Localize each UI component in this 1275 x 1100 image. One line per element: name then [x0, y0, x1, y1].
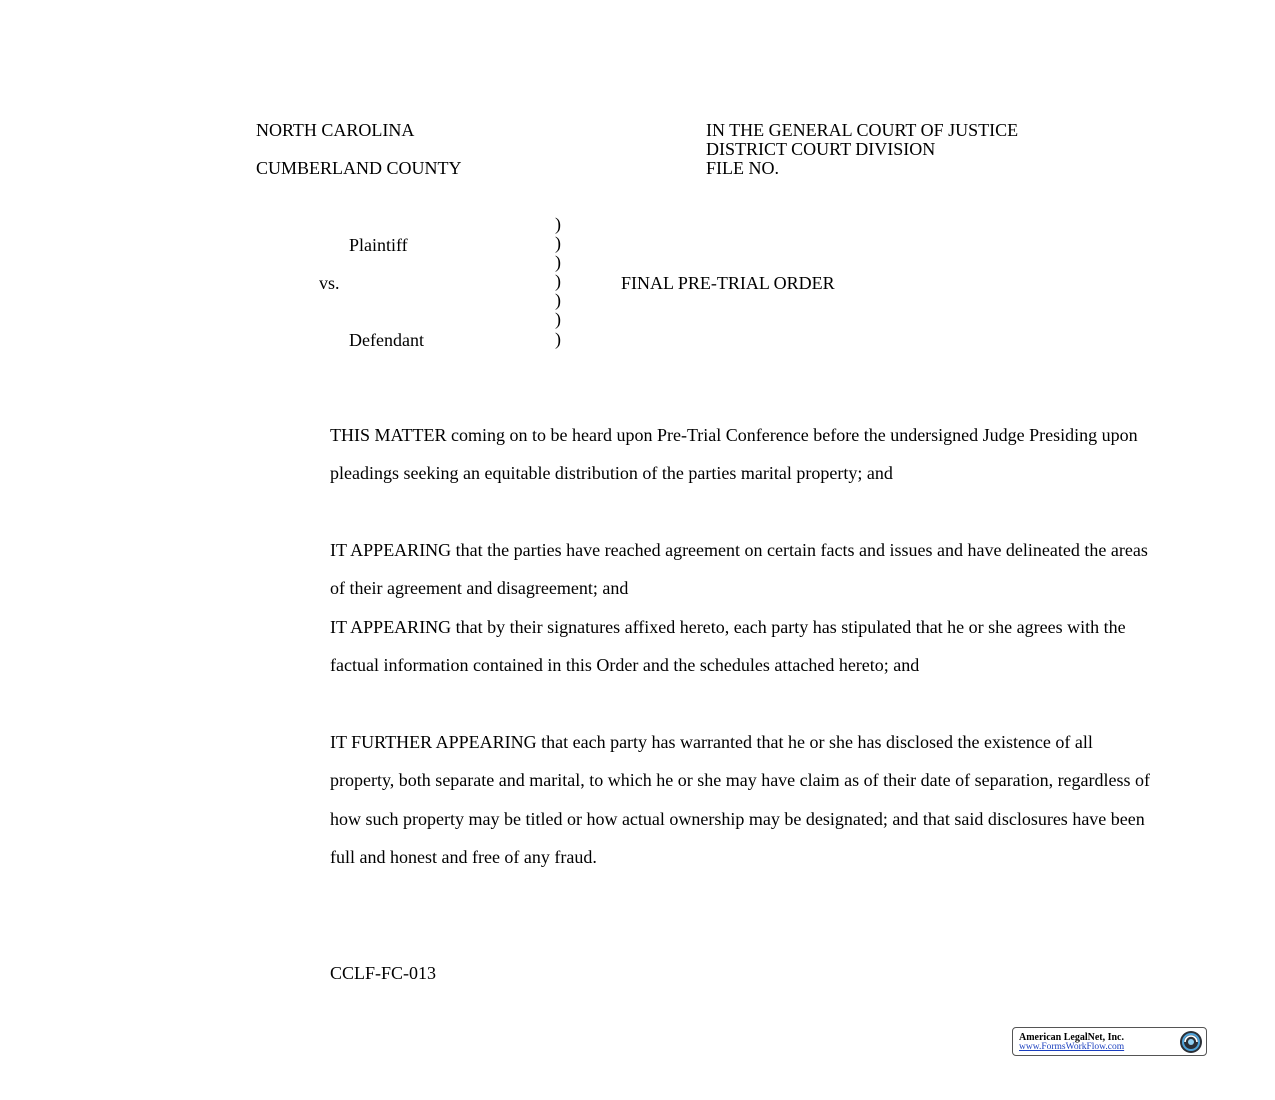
recital-text: IT FURTHER APPEARING that each party has warranted that he or she has disclosed the existence of all property, both separate and marital, to which he or she may have claim as of their date of separation, regardless of how such property may be titled or how actual ownership may be designated; and that said disclosures have been full and honest and free of any fraud.: [330, 732, 1151, 867]
bracket-line: ): [555, 309, 561, 330]
bracket-line: ): [555, 271, 561, 292]
state-name: NORTH CAROLINA: [256, 120, 415, 140]
publisher-name: American LegalNet, Inc.: [1019, 1032, 1124, 1043]
recital-paragraph: [256, 416, 1161, 493]
recital-text: IT APPEARING that the parties have reached agreement on certain facts and issues and have delineated the areas of their agreement and disagreement; and: [330, 540, 1148, 599]
form-code: CCLF-FC-013: [330, 963, 437, 983]
bracket-line: ): [555, 290, 561, 311]
recital-text: IT APPEARING that by their signatures affixed hereto, each party has stipulated that he or she agrees with the factual information contained in this Order and the schedules attached hereto; and: [330, 617, 1126, 676]
recital-paragraph: [256, 723, 1161, 876]
bracket-line: ): [555, 214, 561, 234]
bracket-line: ): [555, 328, 561, 349]
defendant-label: Defendant: [349, 330, 424, 350]
recital-text: THIS MATTER coming on to be heard upon Pre-Trial Conference before the undersigned Judge Presiding upon pleadings seeking an equitable distribution of the parties marital property; and: [330, 425, 1138, 484]
court-division: DISTRICT COURT DIVISION: [706, 139, 936, 159]
caption-bracket: [555, 215, 561, 349]
globe-icon: [1179, 1030, 1203, 1054]
recital-paragraph: [256, 531, 1161, 608]
bracket-line: ): [555, 252, 561, 273]
plaintiff-label: Plaintiff: [349, 235, 408, 255]
bracket-line: ): [555, 233, 561, 254]
county-name: CUMBERLAND COUNTY: [256, 158, 462, 178]
publisher-link[interactable]: www.FormsWorkFlow.com: [1019, 1042, 1125, 1052]
document-title: FINAL PRE-TRIAL ORDER: [621, 273, 835, 293]
court-name: IN THE GENERAL COURT OF JUSTICE: [706, 120, 1019, 140]
file-number-label: FILE NO.: [706, 158, 779, 178]
recital-paragraph: [256, 608, 1161, 685]
versus-label: vs.: [319, 273, 340, 293]
publisher-logo[interactable]: [1012, 1027, 1207, 1056]
